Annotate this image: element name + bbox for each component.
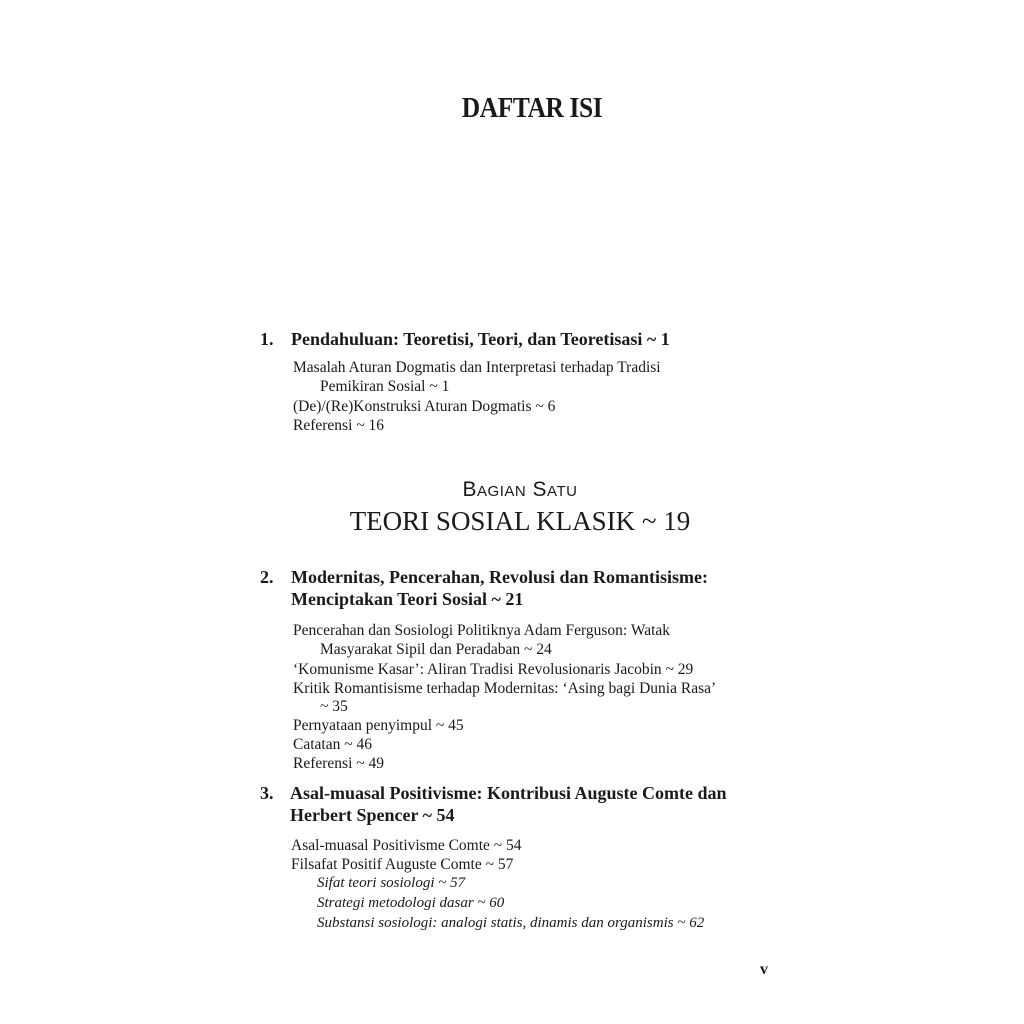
toc-entry: Filsafat Positif Auguste Comte ~ 57	[291, 856, 514, 873]
toc-entry: (De)/(Re)Konstruksi Aturan Dogmatis ~ 6	[293, 398, 556, 415]
part-label: Bagian Satu	[462, 478, 578, 501]
toc-entry: Referensi ~ 16	[293, 417, 385, 434]
page-title: DAFTAR ISI	[461, 92, 603, 124]
page-number: v	[760, 961, 768, 978]
chapter-3-title-line2: Herbert Spencer ~ 54	[290, 805, 455, 825]
toc-entry: Masyarakat Sipil dan Peradaban ~ 24	[320, 641, 552, 658]
toc-subentry: Strategi metodologi dasar ~ 60	[317, 895, 505, 911]
toc-entry: Kritik Romantisisme terhadap Modernitas: ‘Asing bagi Dunia Rasa’	[293, 680, 717, 697]
chapter-1-title: Pendahuluan: Teoretisi, Teori, dan Teoretisasi ~ 1	[291, 329, 670, 349]
chapter-2-number: 2.	[260, 567, 274, 587]
toc-subentry: Substansi sosiologi: analogi statis, dinamis dan organismis ~ 62	[317, 915, 705, 931]
toc-entry: ~ 35	[320, 698, 348, 715]
chapter-1-number: 1.	[260, 329, 274, 349]
toc-entry: Asal-muasal Positivisme Comte ~ 54	[291, 837, 522, 854]
toc-entry: ‘Komunisme Kasar’: Aliran Tradisi Revolusionaris Jacobin ~ 29	[293, 661, 694, 678]
toc-entry: Pencerahan dan Sosiologi Politiknya Adam Ferguson: Watak	[293, 622, 671, 639]
toc-subentry: Sifat teori sosiologi ~ 57	[317, 875, 466, 891]
toc-entry: Referensi ~ 49	[293, 755, 385, 772]
toc-entry: Masalah Aturan Dogmatis dan Interpretasi terhadap Tradisi	[293, 359, 661, 376]
chapter-2-title-line1: Modernitas, Pencerahan, Revolusi dan Romantisisme:	[291, 567, 708, 587]
chapter-3-title-line1: Asal-muasal Positivisme: Kontribusi Auguste Comte dan	[290, 783, 727, 803]
toc-entry: Catatan ~ 46	[293, 736, 372, 753]
toc-entry: Pernyataan penyimpul ~ 45	[293, 717, 464, 734]
chapter-2-title-line2: Menciptakan Teori Sosial ~ 21	[291, 589, 524, 609]
part-title: TEORI SOSIAL KLASIK ~ 19	[349, 506, 691, 536]
chapter-3-number: 3.	[260, 783, 274, 803]
toc-entry: Pemikiran Sosial ~ 1	[320, 378, 450, 395]
